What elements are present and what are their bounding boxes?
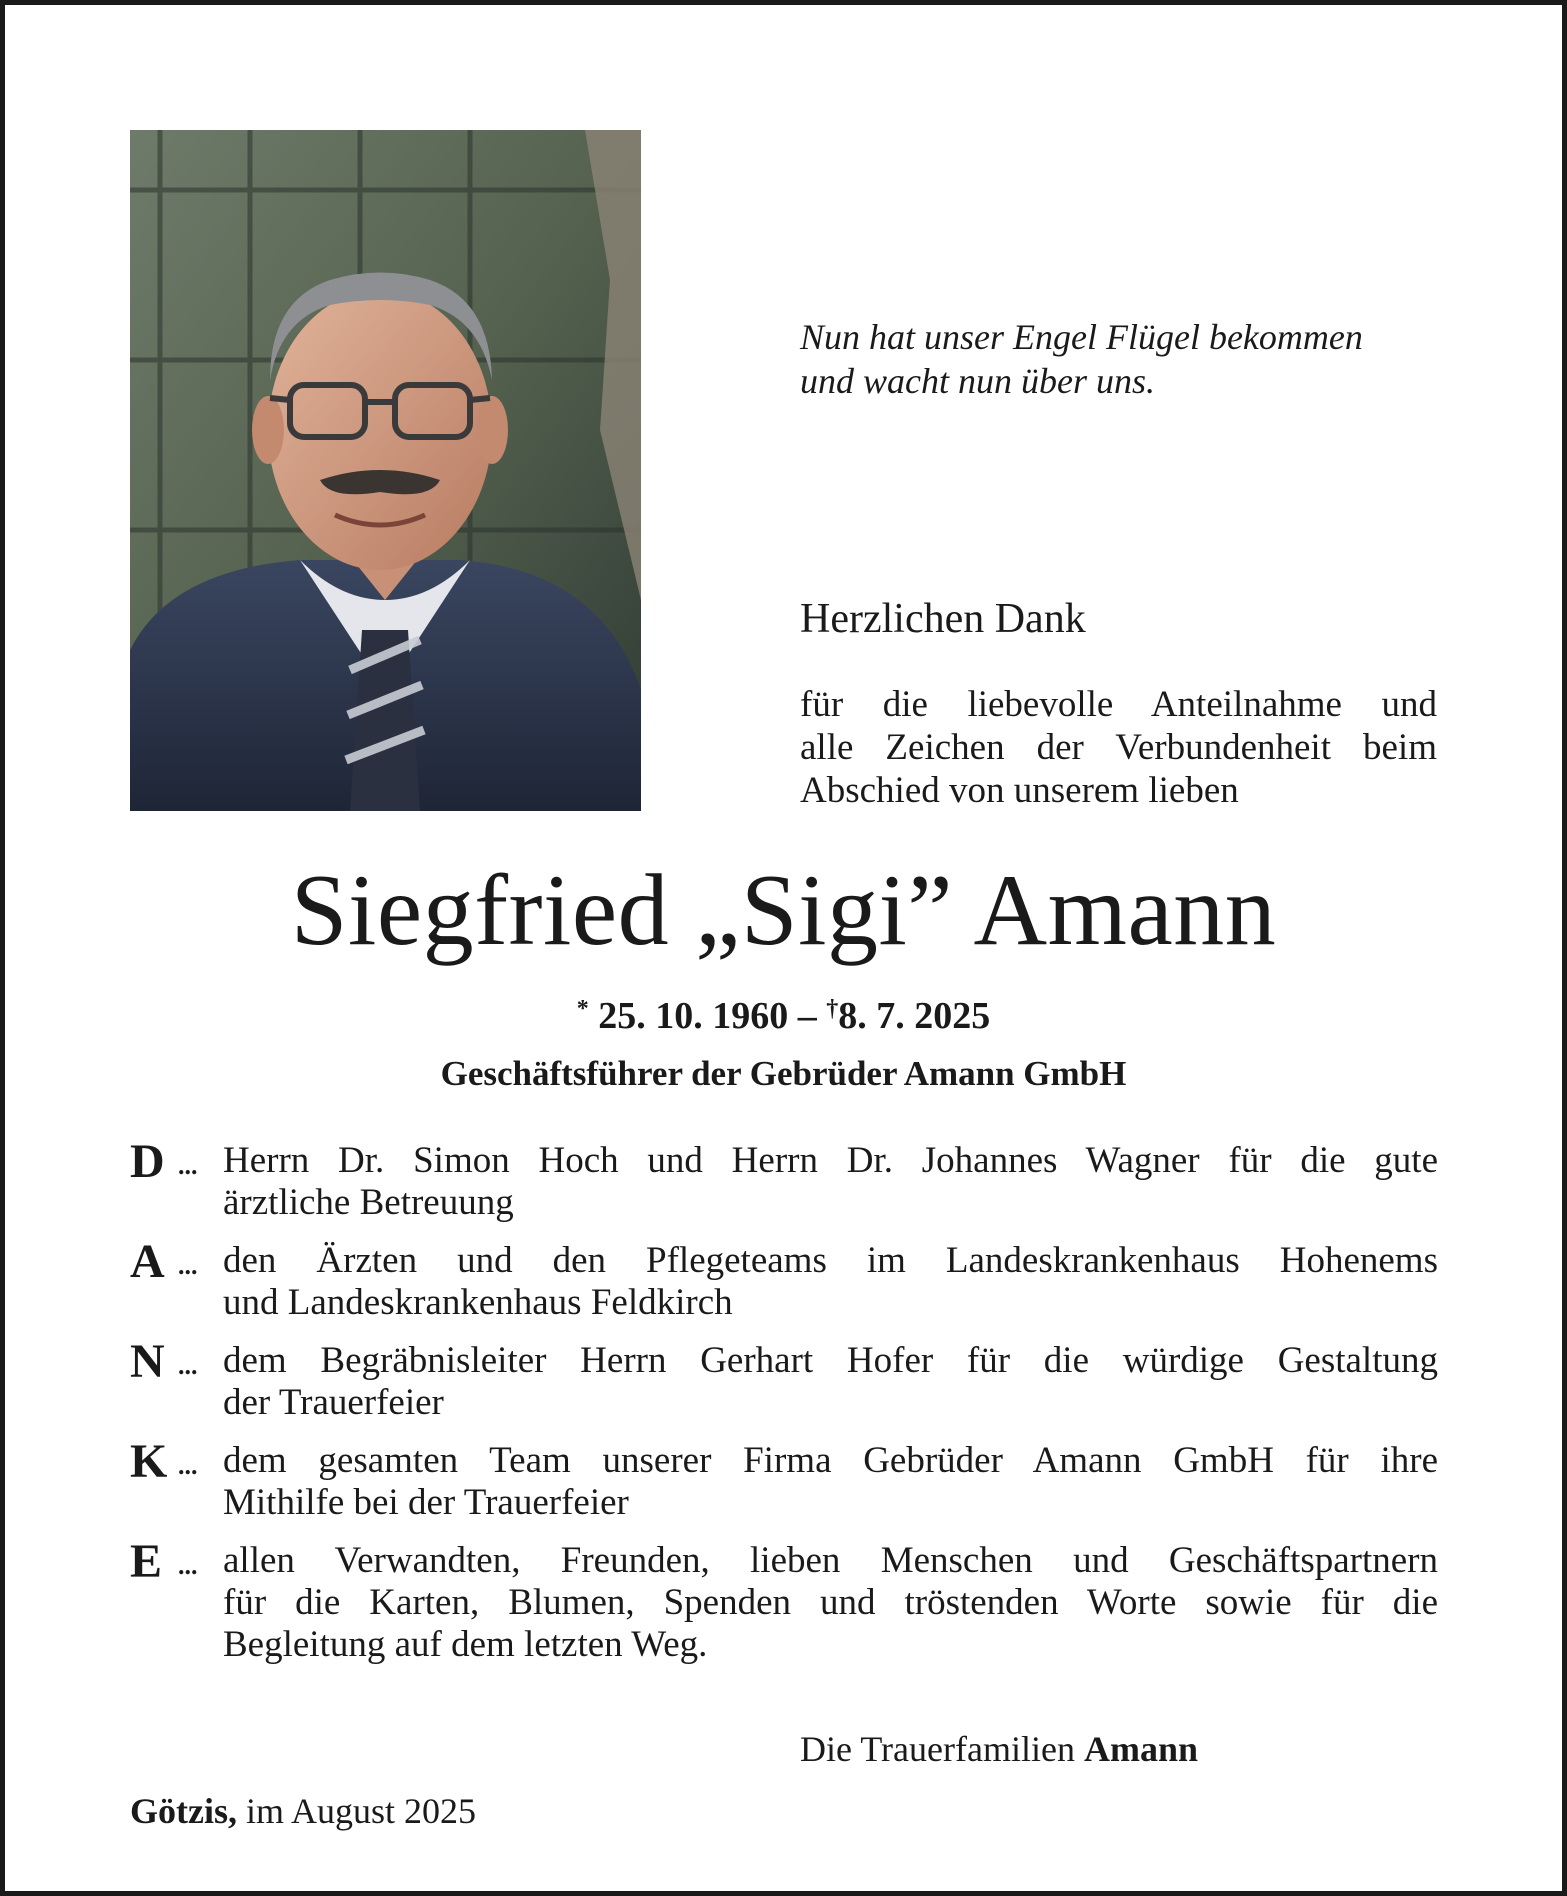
family-signature [800,1727,1198,1771]
acrostic-text [223,1140,1438,1224]
acrostic-text [223,1440,1438,1524]
acrostic-text [223,1240,1438,1324]
family-surname: Amann [1083,1729,1198,1769]
acrostic-line: Herrn Dr. Simon Hoch und Herrn Dr. Johannes Wagner für die gute [223,1140,1438,1181]
acrostic-line: für die Karten, Blumen, Spenden und tröstenden Worte sowie für die [223,1582,1438,1623]
dank-acrostic [130,1135,1438,1682]
acrostic-line: Begleitung auf dem letzten Weg. [223,1624,708,1665]
portrait-photo [130,130,641,811]
acrostic-line: ärztliche Betreuung [223,1182,514,1223]
acrostic-letter: A [130,1235,165,1288]
acrostic-dots: ... [178,1451,198,1480]
acrostic-line: den Ärzten und den Pflegeteams im Landeskrankenhaus Hohenems [223,1240,1438,1281]
place-date: im August 2025 [245,1791,477,1831]
birth-symbol: * [576,996,589,1022]
acrostic-line: allen Verwandten, Freunden, lieben Menschen und Geschäftspartnern [223,1540,1438,1581]
acrostic-line: dem gesamten Team unserer Firma Gebrüder Amann GmbH für ihre [223,1440,1438,1481]
death-symbol: † [826,996,839,1022]
dank-row-a [130,1235,1438,1324]
acrostic-dots: ... [178,1251,198,1280]
place-and-date [130,1789,476,1833]
acrostic-line: der Trauerfeier [223,1382,444,1423]
thanks-line: Abschied von unserem lieben [800,770,1239,811]
acrostic-letter: E [130,1535,163,1588]
life-dates [0,986,1567,1039]
acrostic-line: Mithilfe bei der Trauerfeier [223,1482,629,1523]
quote-line: und wacht nun über uns. [800,361,1155,401]
thanks-title: Herzlichen Dank [800,596,1086,642]
place-town: Götzis, [130,1791,237,1831]
acrostic-letter: N [130,1335,165,1388]
dank-row-e [130,1535,1438,1666]
thanks-line: alle Zeichen der Verbundenheit beim [800,727,1437,768]
deceased-role: Geschäftsführer der Gebrüder Amann GmbH [440,1054,1127,1093]
acrostic-line: und Landeskrankenhaus Feldkirch [223,1282,733,1323]
death-date: 8. 7. 2025 [838,995,991,1037]
acrostic-dots: ... [178,1351,198,1380]
epitaph-quote [800,315,1480,403]
acrostic-dots: ... [178,1551,198,1580]
quote-line: Nun hat unser Engel Flügel bekommen [800,317,1363,357]
thanks-line: für die liebevolle Anteilnahme und [800,684,1437,725]
acrostic-text [223,1340,1438,1424]
acrostic-dots: ... [178,1151,198,1180]
family-prefix: Die Trauerfamilien [800,1729,1075,1769]
dank-row-d [130,1135,1438,1224]
deceased-name: Siegfried „Sigi” Amann [290,854,1277,967]
dank-row-n [130,1335,1438,1424]
acrostic-line: dem Begräbnisleiter Herrn Gerhart Hofer für die würdige Gestaltung [223,1340,1438,1381]
date-separator: – [797,995,817,1037]
acrostic-text [223,1540,1438,1666]
acrostic-letter: D [130,1135,165,1188]
thanks-text [800,683,1437,812]
birth-date: 25. 10. 1960 [598,995,789,1037]
dank-row-k [130,1435,1438,1524]
portrait-illustration [130,130,641,811]
acrostic-letter: K [130,1435,168,1488]
